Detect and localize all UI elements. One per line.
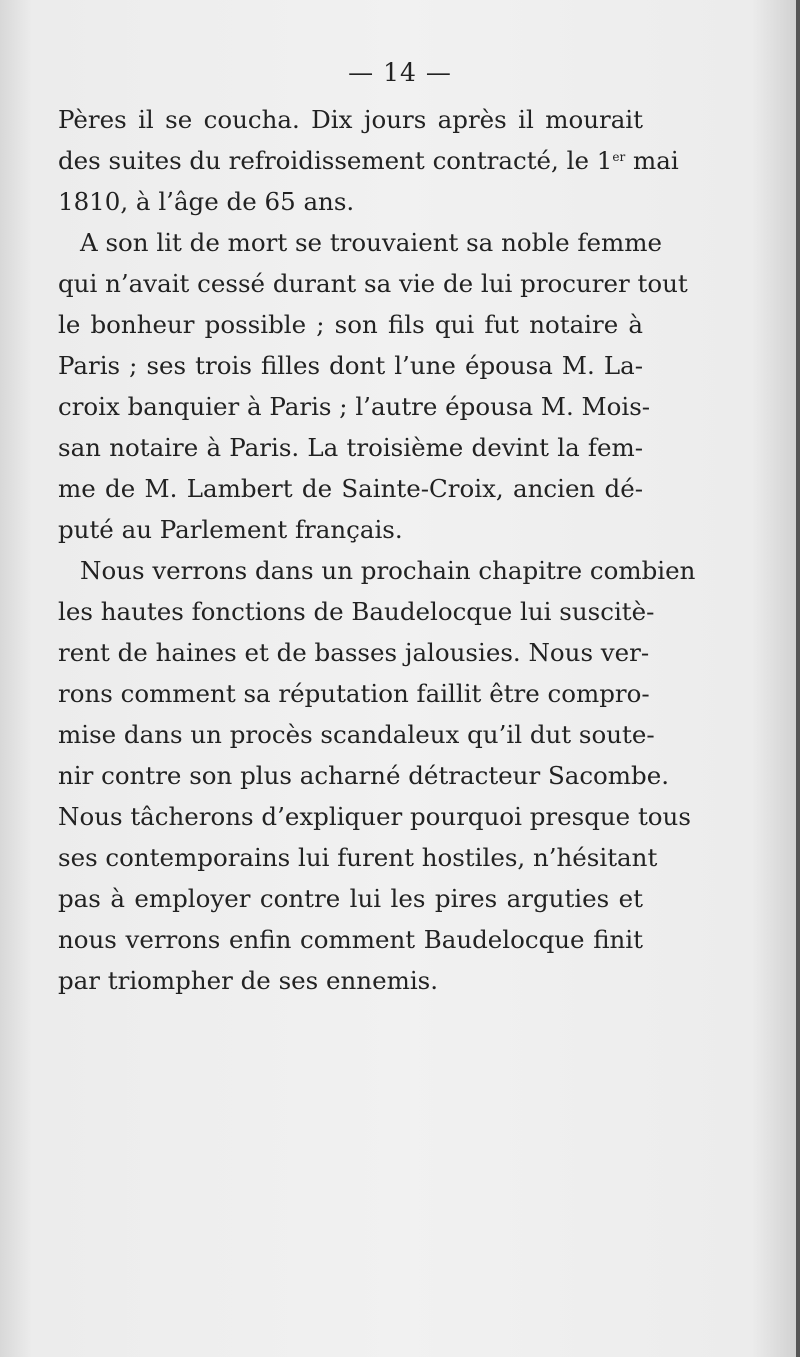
text-line: nir contre son plus acharné détracteur Sacombe. bbox=[58, 761, 670, 790]
text-line: Nous tâcherons d’expliquer pourquoi presque tous bbox=[58, 802, 691, 831]
paragraph-start: Nous verrons dans un prochain chapitre combien bbox=[80, 556, 696, 585]
text-line: croix banquier à Paris ; l’autre épousa M. Mois- bbox=[58, 392, 651, 421]
text-line-main: des suites du refroidissement contracté, le 1 bbox=[58, 146, 613, 175]
text-line: les hautes fonctions de Baudelocque lui suscitè- bbox=[58, 597, 655, 626]
text-line: me de M. Lambert de Sainte-Croix, ancien dé- bbox=[58, 474, 643, 503]
text-line-tail: mai bbox=[625, 146, 679, 175]
text-line: le bonheur possible ; son fils qui fut notaire à bbox=[58, 310, 643, 339]
text-line: par triompher de ses ennemis. bbox=[58, 966, 439, 995]
text-line: nous verrons enfin comment Baudelocque finit bbox=[58, 925, 643, 954]
text-line: Pères il se coucha. Dix jours après il mourait bbox=[58, 105, 643, 134]
superscript: er bbox=[612, 150, 626, 164]
paragraph-start: A son lit de mort se trouvaient sa noble femme bbox=[80, 228, 662, 257]
text-line bbox=[58, 141, 679, 181]
text-line: puté au Parlement français. bbox=[58, 515, 403, 544]
text-line: mise dans un procès scandaleux qu’il dut soute- bbox=[58, 720, 655, 749]
text-line: 1810, à l’âge de 65 ans. bbox=[58, 187, 355, 216]
text-line: rons comment sa réputation faillit être compro- bbox=[58, 679, 650, 708]
page-number-header: — 14 — bbox=[348, 58, 452, 87]
text-line: Paris ; ses trois filles dont l’une épousa M. La- bbox=[58, 351, 643, 380]
text-line: qui n’avait cessé durant sa vie de lui procurer tout bbox=[58, 269, 688, 298]
text-line: san notaire à Paris. La troisième devint la fem- bbox=[58, 433, 643, 462]
page-edge bbox=[796, 0, 800, 1357]
text-line: rent de haines et de basses jalousies. Nous ver- bbox=[58, 638, 650, 667]
text-line: pas à employer contre lui les pires arguties et bbox=[58, 884, 643, 913]
text-line: ses contemporains lui furent hostiles, n’hésitant bbox=[58, 843, 658, 872]
